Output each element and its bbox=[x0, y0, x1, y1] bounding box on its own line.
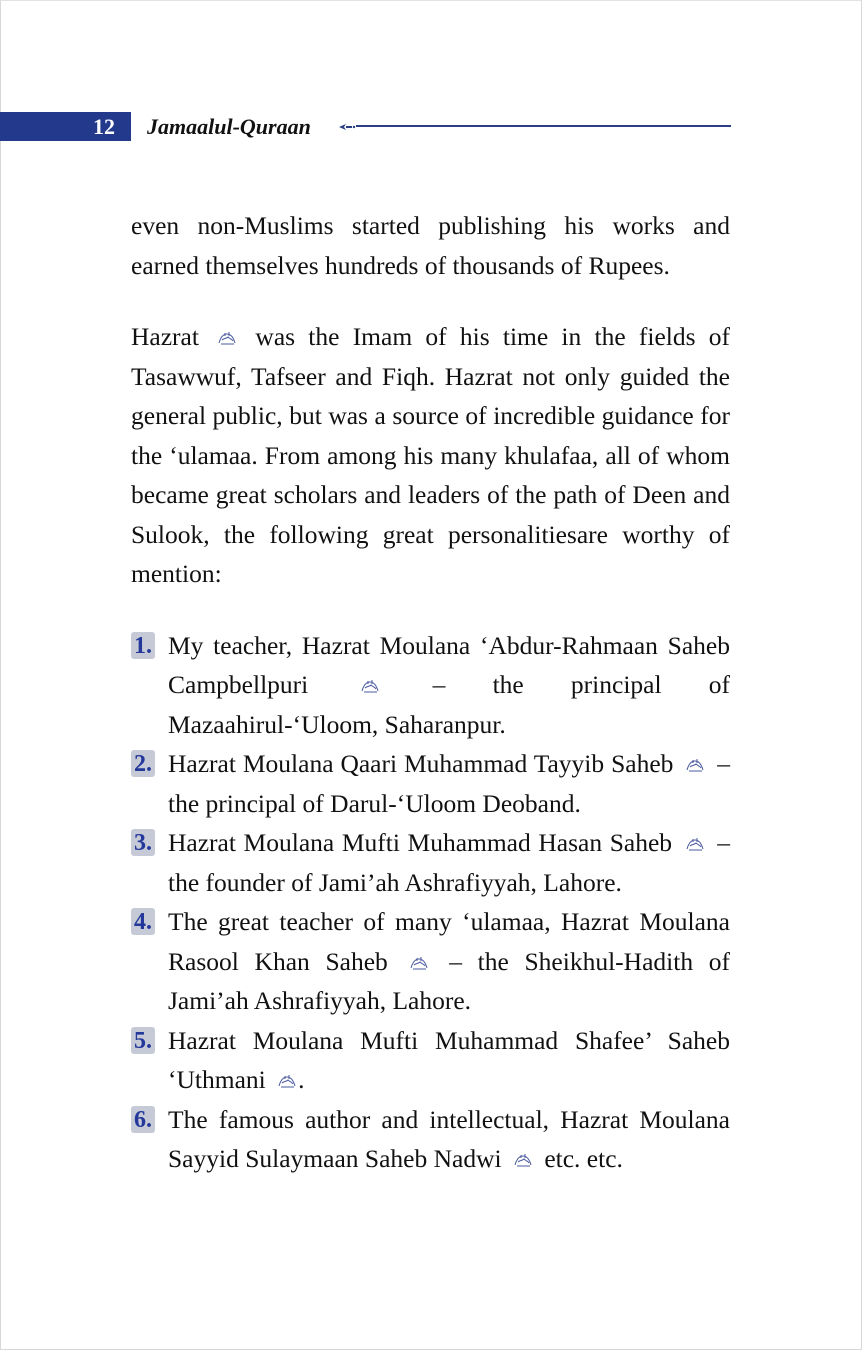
list-item-text: etc. etc. bbox=[544, 1144, 623, 1173]
honorific-calligraphy-icon bbox=[408, 955, 430, 971]
list-item bbox=[131, 1021, 730, 1100]
list-item bbox=[131, 823, 730, 902]
honorific-calligraphy-icon bbox=[512, 1152, 534, 1168]
page-body bbox=[131, 206, 730, 1179]
list-item bbox=[131, 1100, 730, 1179]
list-item-text: The famous author and intellectual, Hazrat Moulana Sayyid Sulaymaan Saheb Nadwi bbox=[168, 1104, 730, 1173]
paragraph bbox=[131, 317, 730, 594]
list-item bbox=[131, 902, 730, 1021]
book-title: Jamaalul-Quraan bbox=[147, 114, 311, 139]
paragraph-text: even non-Muslims started publishing his works and earned themselves hundreds of thousands of Rupees. bbox=[131, 211, 730, 280]
list-number-badge: 5. bbox=[131, 1027, 155, 1054]
list-item-text: – the principal of Mazaahirul-‘Uloom, Saharanpur. bbox=[168, 670, 731, 739]
header-rule bbox=[356, 125, 731, 127]
list-item-text: – the founder of Jami’ah Ashrafiyyah, Lahore. bbox=[168, 828, 731, 897]
khulafaa-list bbox=[131, 626, 730, 1179]
list-item-text: Hazrat Moulana Qaari Muhammad Tayyib Saheb bbox=[168, 749, 674, 778]
list-item bbox=[131, 626, 730, 745]
list-item bbox=[131, 744, 730, 823]
honorific-calligraphy-icon bbox=[684, 836, 706, 852]
honorific-calligraphy-icon bbox=[359, 678, 381, 694]
list-number-badge: 4. bbox=[131, 908, 155, 935]
list-number-badge: 3. bbox=[131, 829, 155, 856]
list-item-text: – the principal of Darul-‘Uloom Deoband. bbox=[168, 749, 731, 818]
list-number-badge: 6. bbox=[131, 1106, 155, 1133]
list-number-badge: 1. bbox=[131, 632, 155, 659]
list-item-text: . bbox=[298, 1065, 305, 1094]
list-item-text: The great teacher of many ‘ulamaa, Hazrat Moulana Rasool Khan Saheb bbox=[168, 907, 730, 976]
paragraph-text: was the Imam of his time in the fields of Tasawwuf, Tafseer and Fiqh. Hazrat not only guided the general public, but was a source of incredible guidance for the ‘ulamaa. From among his many khulafaa, all of whom became great scholars and leaders of the path of Deen and Sulook, the following great personalitiesare worthy of mention: bbox=[131, 322, 730, 588]
list-number-badge: 2. bbox=[131, 750, 155, 777]
list-item-text: Hazrat Moulana Mufti Muhammad Shafee’ Saheb ‘Uthmani bbox=[168, 1025, 730, 1094]
paragraph bbox=[131, 206, 730, 285]
list-item-text: – the Sheikhul-Hadith of Jami’ah Ashrafiyyah, Lahore. bbox=[168, 946, 731, 1015]
honorific-calligraphy-icon bbox=[216, 330, 238, 346]
paragraph-text: Hazrat bbox=[131, 322, 199, 351]
honorific-calligraphy-icon bbox=[684, 757, 706, 773]
list-item-text: My teacher, Hazrat Moulana ‘Abdur-Rahmaan Saheb Campbellpuri bbox=[168, 630, 730, 699]
page-number: 12 bbox=[0, 112, 131, 141]
list-item-text: Hazrat Moulana Mufti Muhammad Hasan Saheb bbox=[168, 828, 673, 857]
honorific-calligraphy-icon bbox=[276, 1073, 298, 1089]
arrow-ornament-icon bbox=[337, 121, 357, 133]
page-header bbox=[0, 112, 862, 142]
